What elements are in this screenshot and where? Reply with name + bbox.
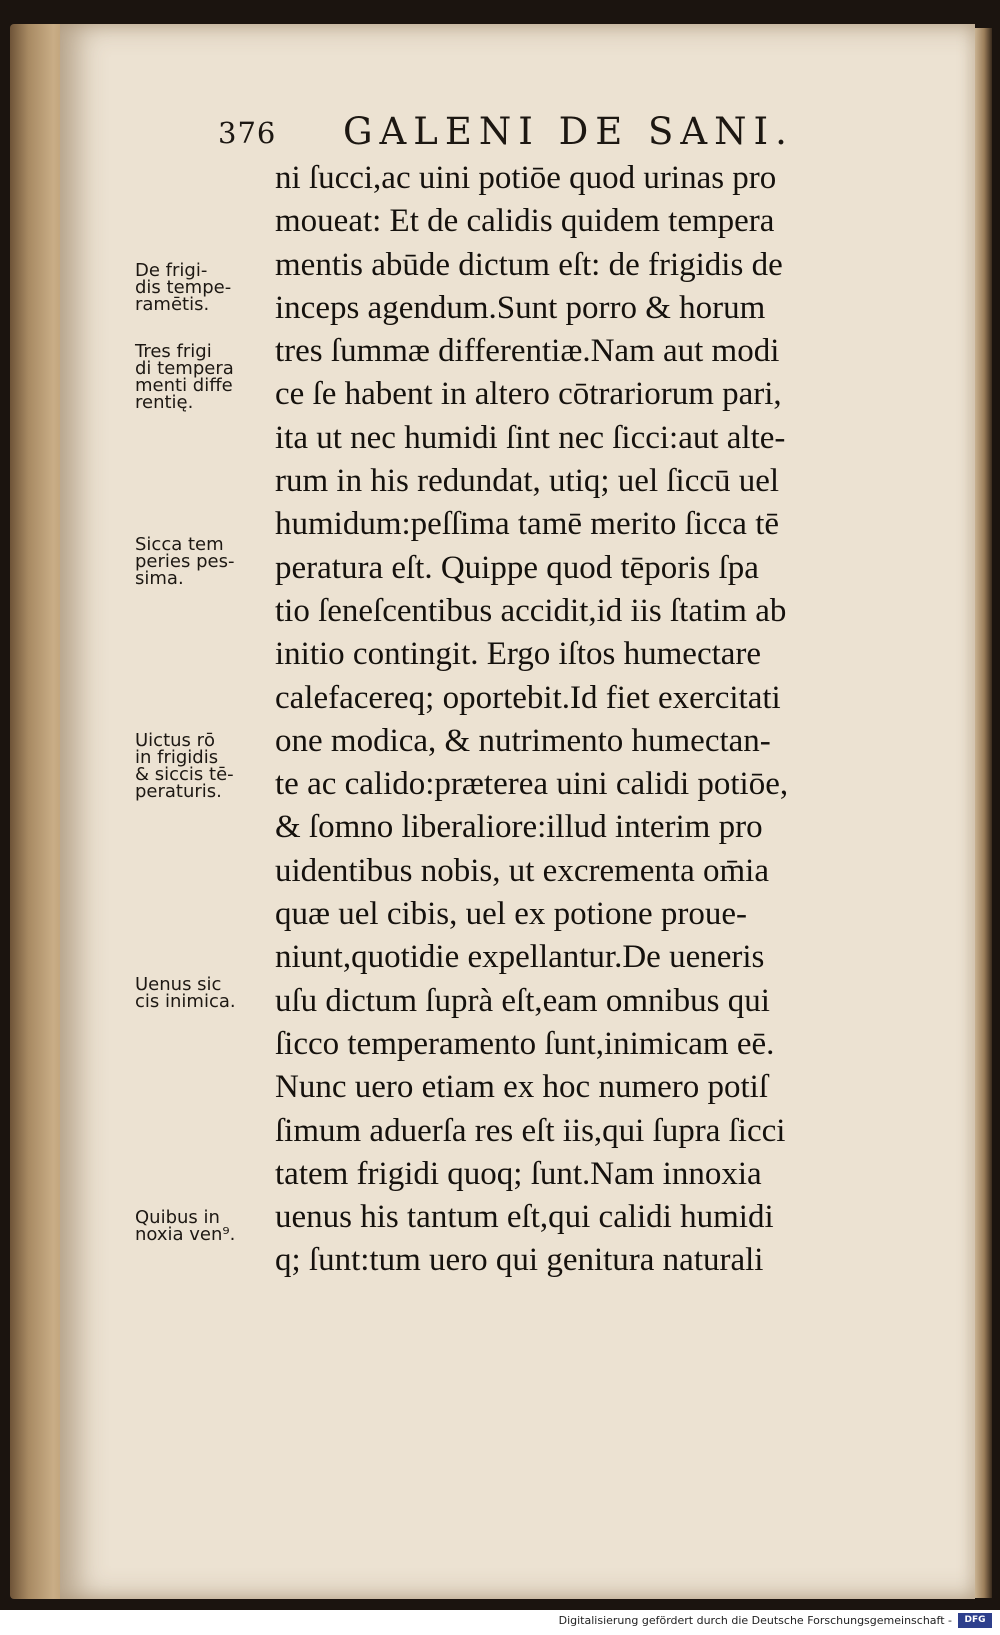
marginal-note-line: cis inimica.	[135, 991, 236, 1012]
text-line: rum in his redundat, utiq; uel ſiccū uel	[275, 463, 780, 500]
text-line: ſicco temperamento ſunt,inimicam eē.	[275, 1025, 775, 1062]
marginal-note-line: Sicca tem	[135, 534, 224, 555]
marginal-note	[135, 536, 275, 587]
marginal-note-line: Uenus sic	[135, 974, 222, 995]
text-line: calefacereq; oportebit.Id fiet exercitati	[275, 679, 781, 716]
marginal-note-line: Uictus rō	[135, 730, 216, 751]
marginal-note	[135, 343, 275, 411]
marginal-note-line: sima.	[135, 568, 184, 589]
running-head: GALENI DE SANI.	[343, 110, 794, 153]
text-line: niunt,quotidie expellantur.De ueneris	[275, 939, 765, 976]
text-line: tatem frigidi quoq; ſunt.Nam innoxia	[275, 1155, 762, 1192]
text-line: mentis abūde dictum eſt: de frigidis de	[275, 246, 783, 283]
marginal-note-line: De frigi-	[135, 260, 208, 281]
text-line: humidum:peſſima tamē merito ſicca tē	[275, 506, 780, 543]
funding-credit: Digitalisierung gefördert durch die Deutsche Forschungsgemeinschaft -	[558, 1614, 952, 1627]
marginal-note	[135, 976, 275, 1010]
text-line: one modica, & nutrimento humectan-	[275, 722, 771, 759]
text-line: ita ut nec humidi ſint nec ſicci:aut alte-	[275, 419, 786, 456]
marginal-note	[135, 1209, 275, 1243]
marginal-note-line: Quibus in	[135, 1207, 220, 1228]
marginal-note-line: peries pes-	[135, 551, 235, 572]
text-line: tio ſeneſcentibus accidit,id iis ſtatim ab	[275, 592, 787, 629]
text-line: tres ſummæ differentiæ.Nam aut modi	[275, 333, 780, 370]
marginal-note-line: di tempera	[135, 358, 234, 379]
text-line: initio contingit. Ergo iſtos humectare	[275, 636, 762, 673]
dfg-logo: DFG	[958, 1613, 992, 1628]
marginal-note-line: Tres frigi	[135, 341, 212, 362]
marginal-note-line: ramētis.	[135, 294, 210, 315]
text-line: q; ſunt:tum uero qui genitura naturali	[275, 1242, 764, 1279]
marginal-note-line: peraturis.	[135, 781, 222, 802]
text-line: uſu dictum ſuprà eſt,eam omnibus qui	[275, 982, 770, 1019]
page-number: 376	[218, 116, 277, 150]
marginal-note-line: & siccis tē-	[135, 764, 234, 785]
marginal-note-line: rentię.	[135, 392, 194, 413]
body-text	[275, 157, 905, 1283]
marginal-note-line: in frigidis	[135, 747, 219, 768]
text-line: uenus his tantum eſt,qui calidi humidi	[275, 1199, 774, 1236]
text-line: moueat: Et de calidis quidem tempera	[275, 203, 775, 240]
text-line: ſimum aduerſa res eſt iis,qui ſupra ſicci	[275, 1112, 786, 1149]
marginal-note-line: menti diffe	[135, 375, 233, 396]
text-line: quæ uel cibis, uel ex potione proue-	[275, 896, 747, 933]
book-right-edge	[972, 28, 992, 1598]
page-header	[218, 110, 838, 160]
text-line: ce ſe habent in altero cōtrariorum pari,	[275, 376, 782, 413]
digitization-footer	[0, 1610, 1000, 1635]
marginal-note	[135, 262, 275, 313]
text-line: & ſomno liberaliore:illud interim pro	[275, 809, 763, 846]
text-line: inceps agendum.Sunt porro & horum	[275, 289, 766, 326]
text-line: peratura eſt. Quippe quod tēporis ſpa	[275, 549, 759, 586]
marginal-note-line: noxia ven⁹.	[135, 1224, 236, 1245]
text-line: ni ſucci,ac uini potiōe quod urinas pro	[275, 160, 777, 196]
marginal-note	[135, 732, 275, 800]
marginal-note-line: dis tempe-	[135, 277, 232, 298]
text-line: uidentibus nobis, ut excrementa om̄ia	[275, 852, 769, 889]
text-line: Nunc uero etiam ex hoc numero potiſ	[275, 1069, 769, 1106]
text-line: te ac calido:prætereа uini calidi potiōe,	[275, 766, 789, 803]
